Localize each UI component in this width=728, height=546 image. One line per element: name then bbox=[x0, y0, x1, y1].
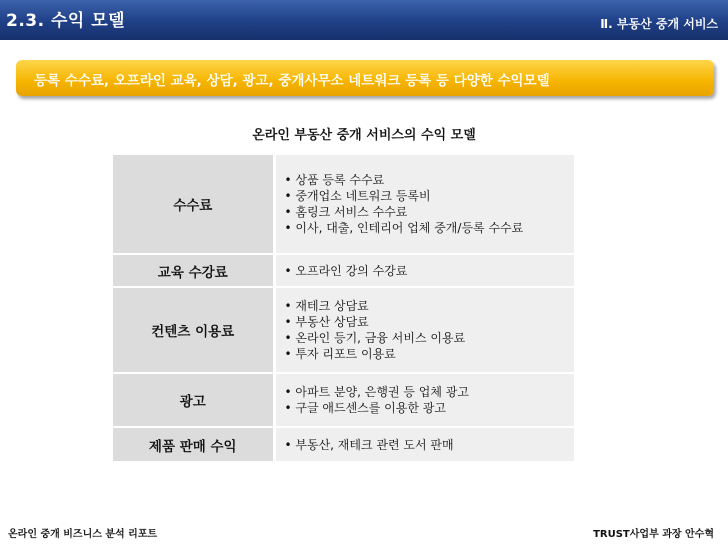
list-item: • 아파트 분양, 은행권 등 업체 광고 bbox=[284, 385, 469, 399]
detail-cell bbox=[274, 373, 576, 427]
revenue-model-table bbox=[113, 155, 577, 463]
list-item: • 홈링크 서비스 수수료 bbox=[284, 205, 408, 219]
list-item: • 투자 리포트 이용료 bbox=[284, 347, 396, 361]
bullet-icon: • bbox=[284, 315, 292, 329]
category-cell: 광고 bbox=[113, 373, 274, 427]
detail-cell bbox=[274, 155, 576, 254]
category-cell: 수수료 bbox=[113, 155, 274, 254]
bullet-icon: • bbox=[284, 189, 292, 203]
slide-title: 2.3. 수익 모델 bbox=[6, 11, 126, 31]
table-row bbox=[113, 287, 576, 373]
footer-author: TRUST사업부 과장 안수혁 bbox=[593, 529, 714, 540]
detail-cell bbox=[274, 427, 576, 462]
category-cell: 컨텐츠 이용료 bbox=[113, 287, 274, 373]
bullet-icon: • bbox=[284, 299, 292, 313]
bullet-icon: • bbox=[284, 221, 292, 235]
bullet-icon: • bbox=[284, 173, 292, 187]
category-cell: 제품 판매 수익 bbox=[113, 427, 274, 462]
list-item: • 중개업소 네트워크 등록비 bbox=[284, 189, 431, 203]
bullet-icon: • bbox=[284, 205, 292, 219]
footer-report-title: 온라인 중개 비즈니스 분석 리포트 bbox=[8, 529, 158, 540]
list-item: • 온라인 등기, 금융 서비스 이용료 bbox=[284, 331, 466, 345]
bullet-icon: • bbox=[284, 437, 292, 452]
table-row bbox=[113, 254, 576, 287]
table-row bbox=[113, 155, 576, 254]
summary-text: 등록 수수료, 오프라인 교육, 상담, 광고, 중개사무소 네트워크 등록 등 다양한 수익모델 bbox=[34, 73, 550, 89]
detail-cell bbox=[274, 254, 576, 287]
list-item: • 상품 등록 수수료 bbox=[284, 173, 385, 187]
bullet-icon: • bbox=[284, 401, 292, 415]
list-item: • 재테크 상담료 bbox=[284, 299, 369, 313]
list-item: • 오프라인 강의 수강료 bbox=[284, 263, 408, 278]
bullet-icon: • bbox=[284, 347, 292, 361]
list-item: • 이사, 대출, 인테리어 업체 중개/등록 수수료 bbox=[284, 221, 524, 235]
list-item: • 부동산 상담료 bbox=[284, 315, 369, 329]
table-row bbox=[113, 427, 576, 462]
list-item: • 부동산, 재테크 관련 도서 판매 bbox=[284, 437, 454, 452]
list-item: • 구글 애드센스를 이용한 광고 bbox=[284, 401, 446, 415]
bullet-icon: • bbox=[284, 331, 292, 345]
bullet-icon: • bbox=[284, 263, 292, 278]
bullet-icon: • bbox=[284, 385, 292, 399]
model-title: 온라인 부동산 중개 서비스의 수익 모델 bbox=[252, 128, 476, 143]
table-row bbox=[113, 373, 576, 427]
section-label: Ⅱ. 부동산 중개 서비스 bbox=[600, 17, 718, 31]
detail-cell bbox=[274, 287, 576, 373]
category-cell: 교육 수강료 bbox=[113, 254, 274, 287]
